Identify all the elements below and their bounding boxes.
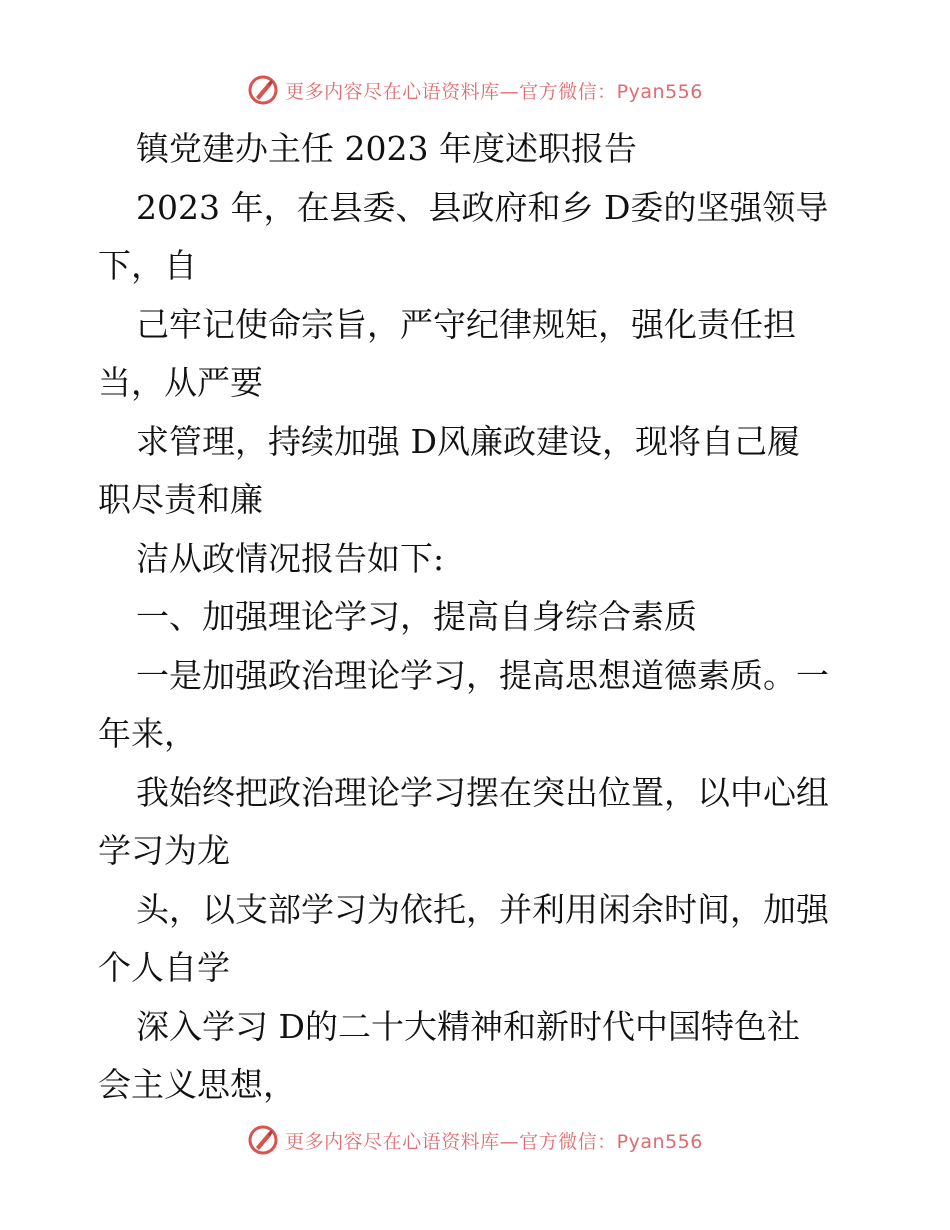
document-line: 一是加强政治理论学习，提高思想道德素质。一 — [136, 655, 829, 695]
document-line: 一、加强理论学习，提高自身综合素质 — [136, 597, 697, 636]
header-banner — [0, 70, 950, 110]
document-line: 洁从政情况报告如下: — [136, 538, 445, 578]
footer-banner — [0, 1120, 950, 1160]
pen-logo-icon — [247, 74, 279, 106]
footer-banner-text: 更多内容尽在心语资料库—官方微信：Pyan556 — [285, 1130, 703, 1153]
pen-logo-icon — [247, 1124, 279, 1156]
document-line: 会主义思想， — [98, 1065, 296, 1104]
document-line: 职尽责和廉 — [98, 480, 263, 519]
document-line: 下，自 — [98, 246, 197, 285]
document-line: 深入学习 D的二十大精神和新时代中国特色社 — [136, 1006, 800, 1046]
document-line: 2023 年，在县委、县政府和乡 D委的坚强领导 — [136, 187, 829, 227]
document-line: 己牢记使命宗旨，严守纪律规矩，强化责任担 — [136, 304, 796, 344]
document-line: 个人自学 — [98, 948, 230, 987]
document-line: 镇党建办主任 2023 年度述职报告 — [136, 129, 637, 168]
document-line: 求管理，持续加强 D风廉政建设，现将自己履 — [136, 421, 800, 461]
document-line: 年来， — [98, 714, 197, 753]
document-line: 当，从严要 — [98, 363, 263, 402]
document-line: 我始终把政治理论学习摆在突出位置，以中心组 — [136, 772, 829, 812]
document-line: 学习为龙 — [98, 831, 230, 870]
header-banner-text: 更多内容尽在心语资料库—官方微信：Pyan556 — [285, 80, 703, 103]
document-line: 头，以支部学习为依托，并利用闲余时间，加强 — [136, 889, 829, 929]
document-body — [98, 120, 858, 1115]
